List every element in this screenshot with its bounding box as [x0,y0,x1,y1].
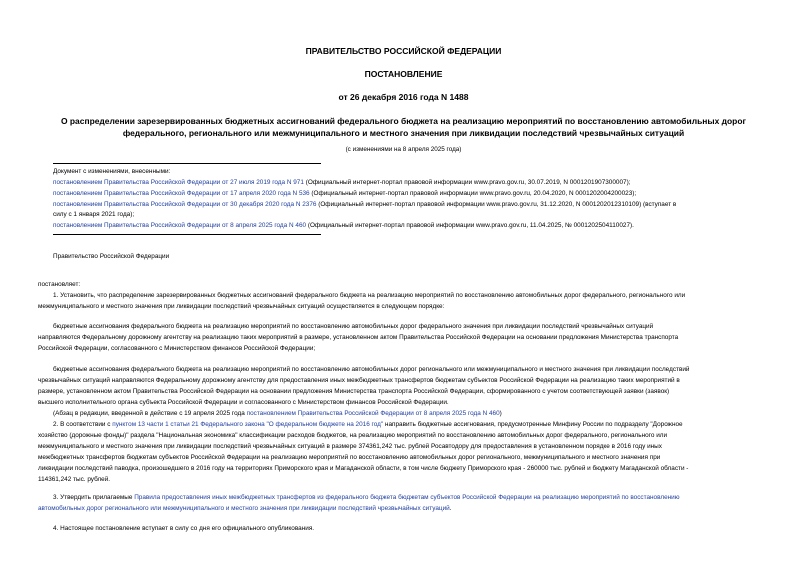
resolves-line: постановляет: [38,281,81,288]
doc-title-line-1: О распределении зарезервированных бюджетных ассигнований федерального бюджета на реализацию мероприятий по восстановлению автомобильных дорог [60,116,747,126]
rules-link-cont[interactable]: автомобильных дорог регионального или межмуниципального и местного значения при ликвидации последствий чрезвычайных ситуаций [38,505,450,512]
amendments-top-rule [53,163,321,164]
government-line: Правительство Российской Федерации [53,253,170,260]
amendment-link-3[interactable]: постановлением Правительства Российской Федерации от 30 декабря 2020 года N 2376 [53,201,317,208]
amendments-intro: Документ с изменениями, внесенными: [53,168,171,175]
paragraph-4-line: межмуниципального и местного значения при ликвидации последствий чрезвычайных ситуаций в размере 374361,242 тыс. рублей Росавтодору для предоставления в установленном порядке в 2016 году иных [38,443,662,450]
federal-law-link[interactable]: пунктом 13 части 1 статьи 21 Федерального закона "О федеральном бюджете на 2016 год" [112,421,384,428]
paragraph-3-line: чрезвычайных ситуаций направляются Федеральному дорожному агентству для предоставления иных межбюджетных трансфертов бюджетам субъектов Российской Федерации на реализацию таких мероприятий в [38,377,680,384]
doc-type-heading: ПОСТАНОВЛЕНИЕ [364,69,443,79]
amendment-item: постановлением Правительства Российской Федерации от 27 июля 2019 года N 971 (Официальный интернет-портал правовой информации www.pravo.gov.ru, 30.07.2019, N 0001201907300007); [53,179,631,186]
paragraph-5-line: автомобильных дорог регионального или межмуниципального и местного значения при ликвидации последствий чрезвычайных ситуаций. [38,505,452,512]
paragraph-6-line: 4. Настоящее постановление вступает в силу со дня его официального опубликования. [53,525,315,532]
rules-link[interactable]: Правила предоставления иных межбюджетных трансфертов из федерального бюджета бюджетам субъектов Российской Федерации на реализацию мероприятий по восстановлению [134,494,680,501]
issuer-heading: ПРАВИТЕЛЬСТВО РОССИЙСКОЙ ФЕДЕРАЦИИ [305,46,502,56]
paragraph-4-line: межбюджетных трансфертов бюджетам субъектов Российской Федерации на реализацию мероприятий по восстановлению автомобильных дорог регионального, межмуниципального и местного значения при [38,454,661,461]
paragraph-1-line: 1. Установить, что распределение зарезервированных бюджетных ассигнований федерального бюджета на реализацию мероприятий по восстановлению автомобильных дорог федерального, регионального или [53,292,686,299]
amendments-bottom-rule [53,234,321,235]
amendment-item-cont: силу с 1 января 2021 года); [53,211,135,218]
paragraph-2-line: Российской Федерации, согласованного с Министерством финансов Российской Федерации; [38,345,316,352]
paragraph-3-line: бюджетные ассигнования федерального бюджета на реализацию мероприятий по восстановлению автомобильных дорог регионального или межмуниципального и местного значения при ликвидации последствий [53,366,690,373]
doc-date-heading: от 26 декабря 2016 года N 1488 [338,92,469,102]
paragraph-4-line: 114361,242 тыс. рублей. [38,476,111,483]
paragraph-4-line: хозяйство (дорожные фонды)" раздела "Национальная экономика" классификации расходов бюджетов, на реализацию мероприятий по восстановлению автомобильных дорог федерального, регионального или [38,432,668,439]
doc-title [0,115,807,139]
paragraph-2-line: направляются Федеральному дорожному агентству на реализацию таких мероприятий в размере, установленном актом Правительства Российской Федерации на основании предложения Министерства транспорта [38,334,679,341]
amendment-link-4[interactable]: постановлением Правительства Российской Федерации от 8 апреля 2025 года N 460 [53,222,307,229]
amendment-item: постановлением Правительства Российской Федерации от 8 апреля 2025 года N 460 (Официальный интернет-портал правовой информации www.pravo.gov.ru, 11.04.2025, № 0001202504110027). [53,222,634,229]
amendment-item: постановлением Правительства Российской Федерации от 17 апреля 2020 года N 536 (Официальный интернет-портал правовой информации www.pravo.gov.ru, 20.04.2020, N 0001202004200023); [53,190,637,197]
amendment-item: постановлением Правительства Российской Федерации от 30 декабря 2020 года N 2376 (Официальный интернет-портал правовой информации www.pravo.gov.ru, 31.12.2020, N 0001202012310109) (вступает в [53,201,677,208]
amendment-link-2[interactable]: постановлением Правительства Российской Федерации от 17 апреля 2020 года N 536 [53,190,310,197]
paragraph-1-line: межмуниципального и местного значения при ликвидации последствий чрезвычайных ситуаций осуществляется в следующем порядке: [38,303,445,310]
edition-note: (Абзац в редакции, введенной в действие с 19 апреля 2025 года постановлением Правительства Российской Федерации от 8 апреля 2025 года N 460) [53,410,502,417]
paragraph-2-line: бюджетные ассигнования федерального бюджета на реализацию мероприятий по восстановлению автомобильных дорог федерального значения при ликвидации последствий чрезвычайных ситуаций [53,323,654,330]
doc-title-line-2: федерального, регионального или межмуниципального и местного значения при ликвидации последствий чрезвычайных ситуаций [122,128,685,138]
edition-note-link[interactable]: постановлением Правительства Российской Федерации от 8 апреля 2025 года N 460 [246,410,500,417]
paragraph-4-line: ликвидации последствий паводка, произошедшего в 2016 году на территориях Приморского края и Магаданской области, в том числе бюджету Приморского края - 260000 тыс. рублей и бюджету Магаданской области - [38,465,689,472]
paragraph-3-line: размере, установленном актом Правительства Российской Федерации на основании предложения Министерства транспорта Российской Федерации, сформированного с учетом соответствующей заявки (заявок) [38,388,670,395]
paragraph-3-line: высшего исполнительного органа субъекта Российской Федерации и согласованного с Министерством финансов Российской Федерации. [38,399,449,406]
paragraph-4-line: 2. В соответствии с пунктом 13 части 1 статьи 21 Федерального закона "О федеральном бюджете на 2016 год" направить бюджетные ассигнования, предусмотренные Минфину России по подразделу "Дорожное [53,421,683,428]
amendment-link-1[interactable]: постановлением Правительства Российской Федерации от 27 июля 2019 года N 971 [53,179,304,186]
changes-note: (с изменениями на 8 апреля 2025 года) [345,146,462,153]
paragraph-5-line: 3. Утвердить прилагаемые Правила предоставления иных межбюджетных трансфертов из федерального бюджета бюджетам субъектов Российской Федерации на реализацию мероприятий по восстановлению [53,494,680,501]
